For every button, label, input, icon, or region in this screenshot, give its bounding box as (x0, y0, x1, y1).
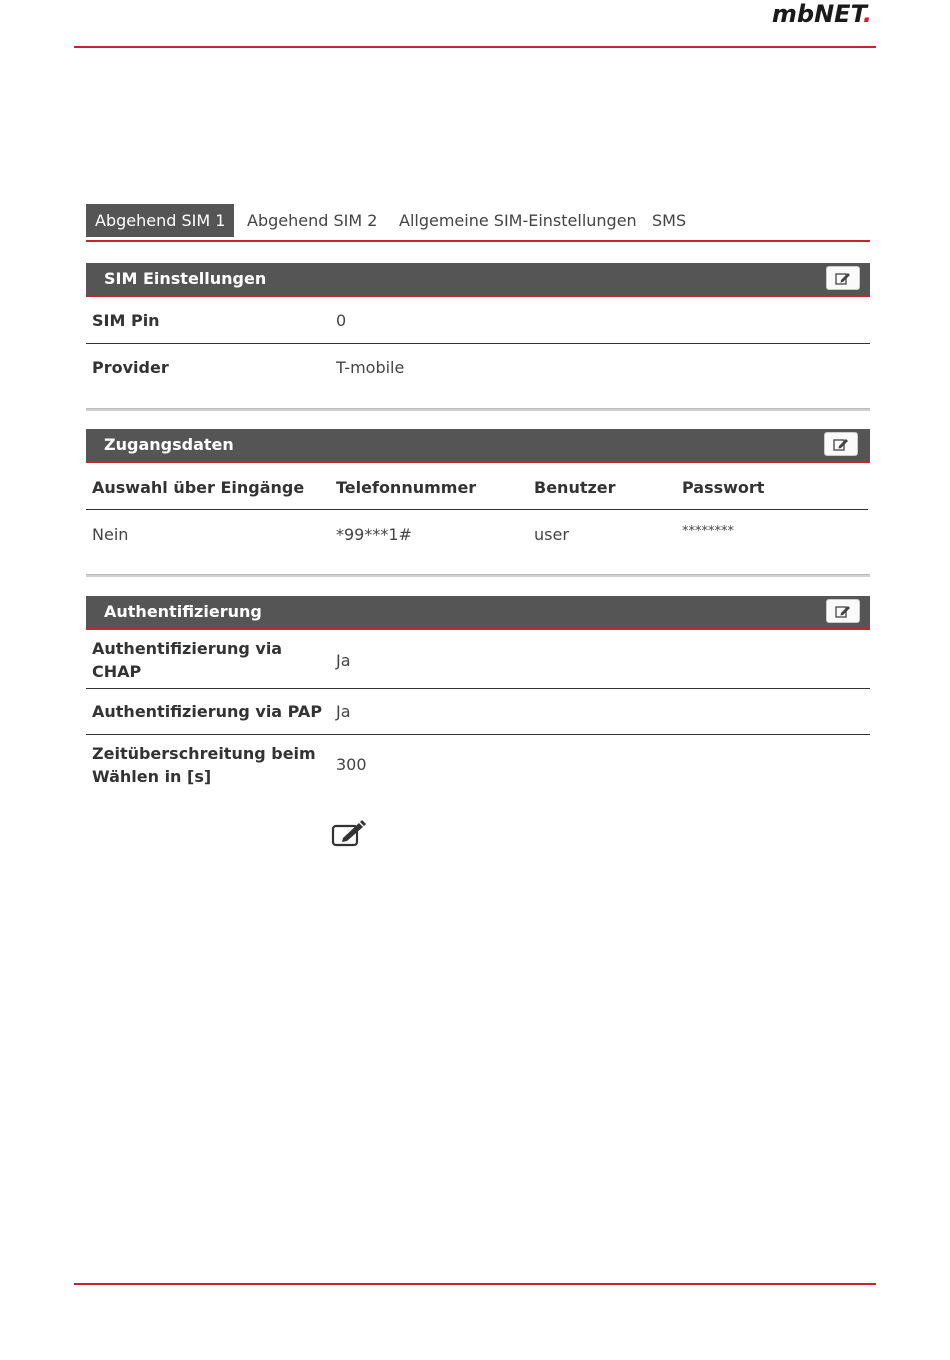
cell-passwort: ******** (682, 524, 734, 539)
tab-abgehend-sim-2[interactable]: Abgehend SIM 2 (247, 211, 378, 230)
section-divider (86, 408, 870, 411)
provider-label: Provider (92, 358, 169, 377)
row-divider (86, 343, 870, 344)
column-header-passwort: Passwort (682, 478, 765, 497)
sim-settings-edit-button[interactable] (826, 266, 860, 290)
provider-value: T-mobile (336, 358, 405, 377)
column-header-benutzer: Benutzer (534, 478, 616, 497)
sim-settings-title: SIM Einstellungen (104, 269, 267, 288)
dial-timeout-label: Zeitüberschreitung beim Wählen in [s] (92, 744, 316, 786)
column-header-auswahl: Auswahl über Eingänge (92, 478, 305, 497)
edit-icon (833, 437, 849, 451)
pap-value: Ja (336, 702, 351, 721)
row-divider (86, 688, 870, 689)
edit-icon (835, 604, 851, 618)
edit-icon (331, 820, 367, 852)
row-divider (86, 734, 870, 735)
dial-timeout-value: 300 (336, 755, 367, 774)
chap-value: Ja (336, 651, 351, 670)
cell-telefonnummer: *99***1# (336, 525, 412, 544)
tab-sms[interactable]: SMS (652, 211, 687, 230)
tab-bar (86, 204, 870, 242)
cell-auswahl: Nein (92, 525, 129, 544)
tab-allgemeine-sim-einstellungen[interactable]: Allgemeine SIM-Einstellungen (399, 211, 637, 230)
sim-pin-value: 0 (336, 311, 347, 330)
access-data-edit-button[interactable] (824, 432, 858, 456)
column-header-telefonnummer: Telefonnummer (336, 478, 477, 497)
access-data-title: Zugangsdaten (104, 435, 234, 454)
header-divider (74, 46, 876, 48)
authentication-header (86, 596, 870, 630)
tab-abgehend-sim-1[interactable]: Abgehend SIM 1 (86, 204, 234, 237)
cell-benutzer: user (534, 525, 569, 544)
footer-divider (74, 1283, 876, 1285)
mbnet-logo: mbNET. (771, 0, 872, 28)
section-divider (86, 574, 870, 577)
table-header-divider (86, 509, 868, 510)
chap-label: Authentifizierung via CHAP (92, 639, 283, 681)
sim-pin-label: SIM Pin (92, 311, 160, 330)
authentication-title: Authentifizierung (104, 602, 262, 621)
edit-icon (835, 271, 851, 285)
authentication-edit-button[interactable] (826, 599, 860, 623)
pap-label: Authentifizierung via PAP (92, 702, 323, 721)
access-data-header (86, 429, 870, 463)
sim-settings-header (86, 263, 870, 297)
